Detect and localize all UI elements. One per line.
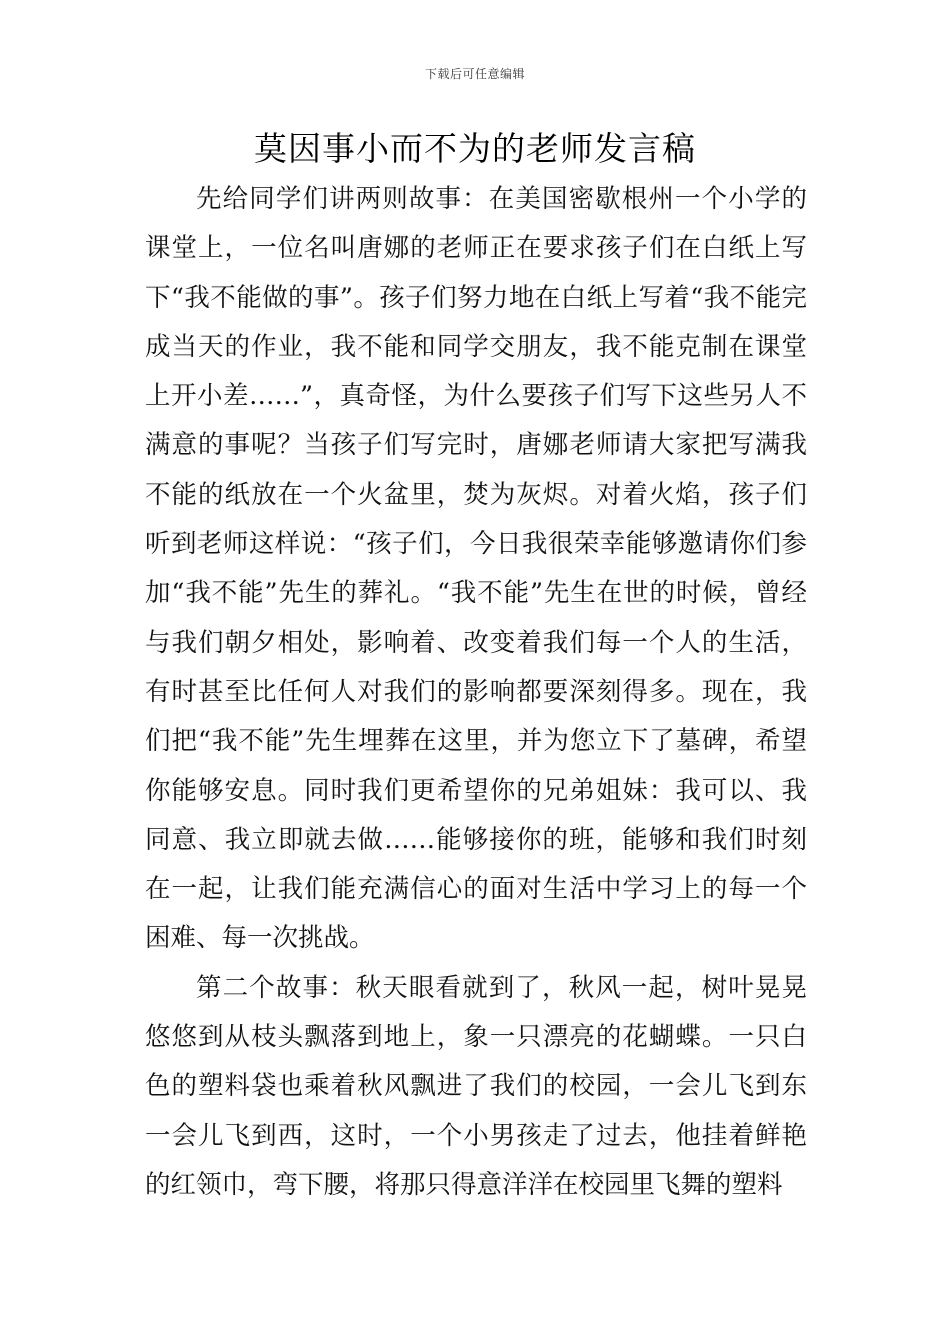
- document-title: 莫因事小而不为的老师发言稿: [254, 129, 696, 168]
- paragraph-story-two: 第二个故事：秋天眼看就到了，秋风一起，树叶晃晃悠悠到从枝头飘落到地上，象一只漂亮的花蝴蝶。一只白色的塑料袋也乘着秋风飘进了我们的校园，一会儿飞到东一会儿飞到西，这时，一个小男孩走了过去，他挂着鲜艳的红领巾，弯下腰，将那只得意洋洋在校园里飞舞的塑料: [145, 972, 807, 1200]
- paragraph-story-one: 先给同学们讲两则故事：在美国密歇根州一个小学的课堂上，一位名叫唐娜的老师正在要求孩子们在白纸上写下“我不能做的事”。孩子们努力地在白纸上写着“我不能完成当天的作业，我不能和同学交朋友，我不能克制在课堂上开小差……”，真奇怪，为什么要孩子们写下这些另人不满意的事呢？当孩子们写完时，唐娜老师请大家把写满我不能的纸放在一个火盆里，焚为灰烬。对着火焰，孩子们听到老师这样说：“孩子们，今日我很荣幸能够邀请你们参加“我不能”先生的葬礼。“我不能”先生在世的时候，曾经与我们朝夕相处，影响着、改变着我们每一个人的生活，有时甚至比任何人对我们的影响都要深刻得多。现在，我们把“我不能”先生埋葬在这里，并为您立下了墓碑，希望你能够安息。同时我们更希望你的兄弟姐妹：我可以、我同意、我立即就去做……能够接你的班，能够和我们时刻在一起，让我们能充满信心的面对生活中学习上的每一个困难、每一次挑战。: [145, 184, 807, 954]
- document-body: [145, 175, 807, 1210]
- header-note: 下载后可任意编辑: [424, 67, 525, 81]
